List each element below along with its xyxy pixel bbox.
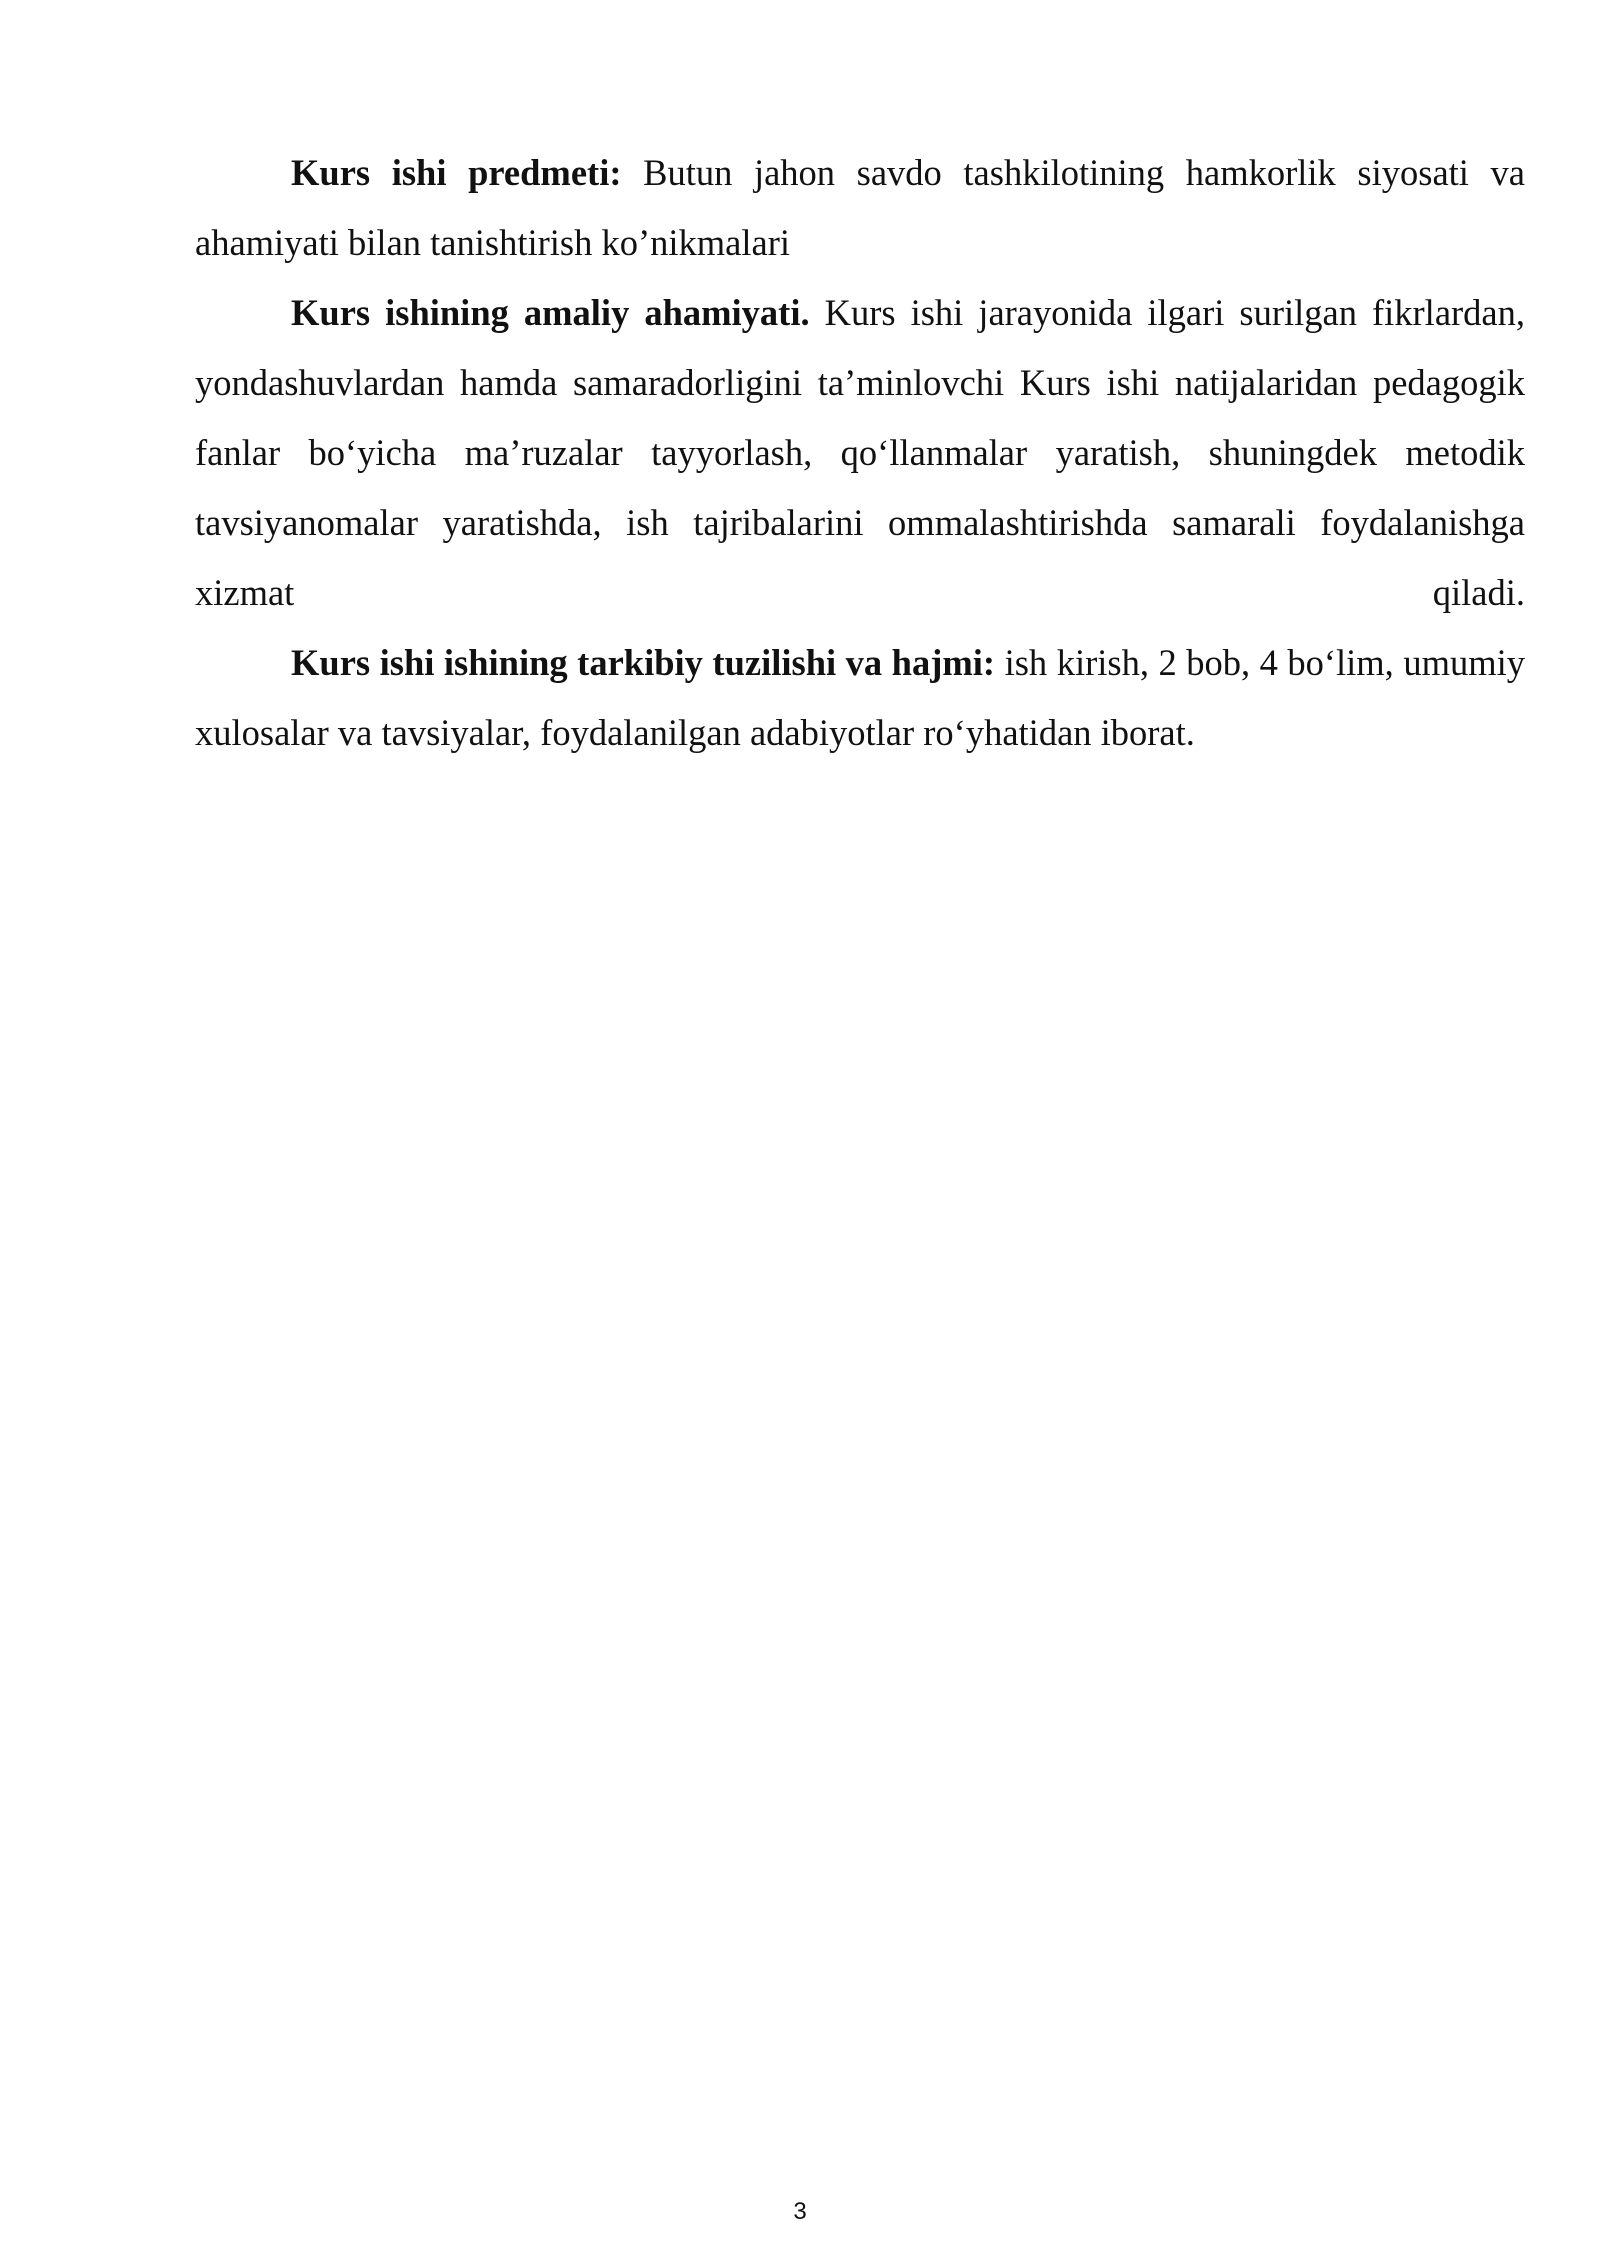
page-body	[195, 138, 1525, 768]
paragraph-text: ish kirish, 2 bob, 4 bo‘lim, umumiy xulosalar va tavsiyalar, foydalanilgan adabiyotlar ro‘yhatidan iborat.	[195, 642, 1525, 753]
paragraph-structure-volume	[195, 628, 1525, 768]
paragraph-text: Butun jahon savdo tashkilotining hamkorlik siyosati va ahamiyati bilan tanishtirish ko’nikmalari	[195, 152, 1525, 263]
paragraph-practical-significance	[195, 278, 1525, 628]
paragraph-heading: Kurs ishi predmeti:	[291, 152, 622, 193]
page-number: 3	[793, 2198, 807, 2225]
paragraph-text: Kurs ishi jarayonida ilgari surilgan fikrlardan, yondashuvlardan hamda samaradorligini ta’minlovchi Kurs ishi natijalaridan pedagogik fanlar bo‘yicha ma’ruzalar tayyorlash, qo‘llanmalar yaratish, shuningdek metodik tavsiyanomalar yaratishda, ish tajribalarini ommalashtirishda samarali foydalanishga xizmat qiladi.	[195, 292, 1525, 613]
paragraph-heading: Kurs ishining amaliy ahamiyati.	[291, 292, 810, 333]
paragraph-heading: Kurs ishi ishining tarkibiy tuzilishi va hajmi:	[291, 642, 996, 683]
paragraph-course-subject	[195, 138, 1525, 278]
